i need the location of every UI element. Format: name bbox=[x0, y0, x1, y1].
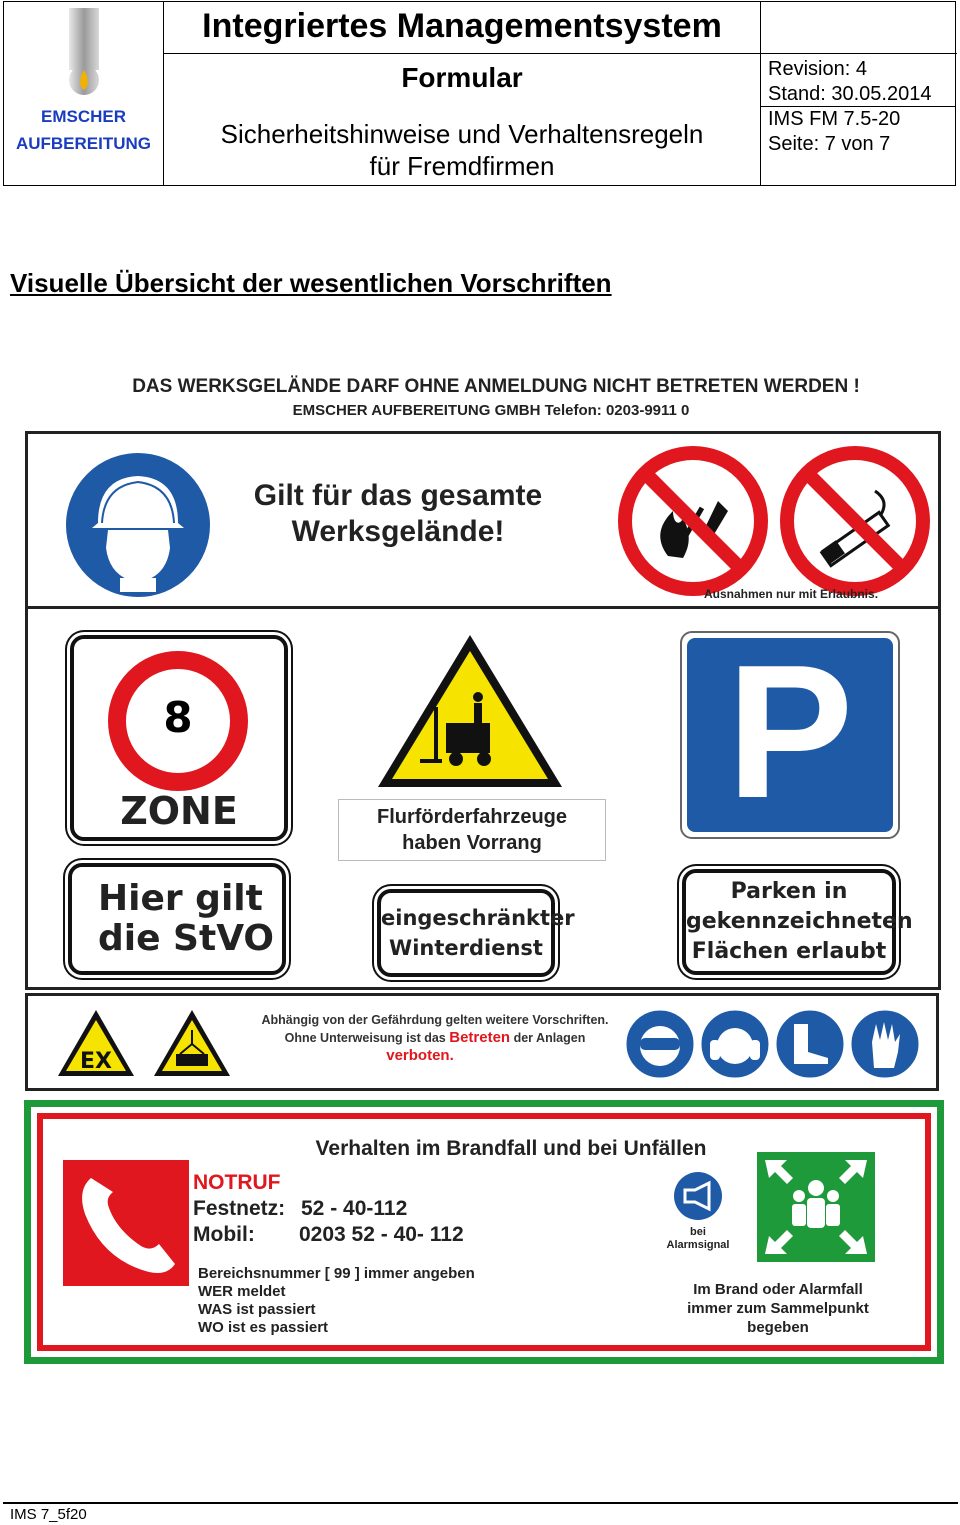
doc-title-line1: Sicherheitshinweise und Verhaltensregeln bbox=[220, 119, 704, 149]
page-number: Seite: 7 von 7 bbox=[768, 133, 891, 155]
hazard-line2-betreten: Betreten bbox=[449, 1029, 511, 1046]
alarm-signal-label bbox=[653, 1226, 743, 1252]
parking-rule-line2: gekennzeichneten bbox=[686, 909, 913, 934]
doc-code: IMS FM 7.5-20 bbox=[768, 108, 901, 130]
hazard-line3: verboten. bbox=[386, 1047, 454, 1064]
assembly-line2: immer zum Sammelpunkt bbox=[687, 1300, 869, 1317]
site-text-line2: Werksgelände! bbox=[291, 515, 505, 548]
system-title: Integriertes Managementsystem bbox=[202, 7, 722, 45]
alarm-line1: bei bbox=[690, 1226, 706, 1238]
doc-title-line2: für Fremdfirmen bbox=[369, 151, 555, 181]
logo-icon bbox=[64, 8, 104, 98]
site-panel bbox=[25, 431, 941, 609]
footer-code: IMS 7_5f20 bbox=[10, 1506, 87, 1523]
mobil-number: 0203 52 - 40- 112 bbox=[299, 1223, 464, 1246]
stvo-line1: Hier gilt bbox=[98, 878, 263, 919]
notice-line2: EMSCHER AUFBEREITUNG GMBH Telefon: 0203-9911 0 bbox=[292, 402, 690, 419]
festnetz-number: 52 - 40-112 bbox=[301, 1197, 408, 1220]
report-line2: WER meldet bbox=[198, 1283, 286, 1300]
hazard-text bbox=[250, 1012, 620, 1064]
speed-limit-ring bbox=[108, 651, 248, 791]
stvo-line2: die StVO bbox=[98, 918, 275, 959]
no-open-fire-sign bbox=[618, 446, 768, 596]
assembly-line1: Im Brand oder Alarmfall bbox=[693, 1281, 863, 1298]
ear-protection-icon bbox=[700, 1009, 770, 1079]
exception-note: Ausnahmen nur mit Erlaubnis. bbox=[704, 587, 879, 601]
assembly-point-icon bbox=[757, 1152, 875, 1262]
hazard-line2-part3: der Anlagen bbox=[510, 1031, 586, 1045]
winter-service-sign bbox=[377, 889, 575, 977]
stand-date: Stand: 30.05.2014 bbox=[768, 83, 932, 105]
speed-number: 8 bbox=[163, 693, 193, 742]
forklift-warning-icon bbox=[374, 631, 566, 791]
parking-letter: P bbox=[726, 626, 854, 838]
parking-rule-line3: Flächen erlaubt bbox=[691, 939, 887, 964]
revision: Revision: 4 bbox=[768, 58, 867, 80]
document-header bbox=[3, 1, 956, 186]
revision-cell bbox=[760, 2, 956, 185]
logo-cell bbox=[4, 2, 164, 185]
speed-zone-sign bbox=[70, 635, 288, 841]
no-smoking-sign bbox=[780, 446, 930, 596]
emergency-phone-icon bbox=[63, 1160, 189, 1286]
winter-text bbox=[381, 903, 575, 963]
stvo-sign bbox=[68, 863, 286, 975]
ex-warning-icon bbox=[56, 1008, 136, 1078]
alarm-line2: Alarmsignal bbox=[666, 1239, 730, 1251]
cigarette-icon bbox=[780, 446, 930, 596]
hazard-panel bbox=[25, 993, 939, 1091]
ex-label: EX bbox=[80, 1049, 112, 1074]
logo-line1: EMSCHER bbox=[40, 107, 126, 126]
forklift-line1: Flurförderfahrzeuge bbox=[376, 806, 568, 828]
zone-label: ZONE bbox=[120, 789, 238, 833]
logo-line2: AUFBEREITUNG bbox=[15, 134, 152, 153]
notruf-label: NOTRUF bbox=[193, 1171, 281, 1194]
winter-line2: Winterdienst bbox=[389, 936, 543, 960]
parking-rule-sign bbox=[682, 869, 913, 975]
notice-line1: DAS WERKSGELÄNDE DARF OHNE ANMELDUNG NICHT BETRETEN WERDEN ! bbox=[132, 376, 860, 397]
form-label: Formular bbox=[401, 62, 523, 93]
winter-line1: eingeschränkter bbox=[381, 906, 575, 930]
open-fire-icon bbox=[618, 446, 768, 596]
parking-rule-line1: Parken in bbox=[730, 879, 848, 904]
forklift-priority-label bbox=[338, 799, 606, 861]
mobil-label: Mobil: bbox=[193, 1223, 255, 1246]
section-title: Visuelle Übersicht der wesentlichen Vorschriften bbox=[10, 268, 612, 298]
suspended-load-warning-icon bbox=[152, 1008, 232, 1078]
forklift-line2: haben Vorrang bbox=[402, 832, 542, 854]
doc-title bbox=[164, 118, 760, 182]
eye-protection-icon bbox=[625, 1009, 695, 1079]
emergency-title: Verhalten im Brandfall und bei Unfällen bbox=[315, 1137, 707, 1160]
parking-sign bbox=[680, 626, 900, 839]
hazard-line2 bbox=[250, 1029, 620, 1047]
festnetz-label: Festnetz: bbox=[193, 1197, 286, 1220]
report-line3: WAS ist passiert bbox=[198, 1301, 316, 1318]
ppe-mandatory-icons bbox=[622, 1006, 922, 1082]
safety-boots-icon bbox=[775, 1009, 845, 1079]
site-text bbox=[228, 478, 568, 550]
assembly-instructions bbox=[663, 1280, 893, 1337]
site-text-line1: Gilt für das gesamte bbox=[253, 479, 543, 512]
parking-rule-text bbox=[686, 877, 913, 967]
safety-gloves-icon bbox=[850, 1009, 920, 1079]
hardhat-mandatory-icon bbox=[58, 448, 218, 602]
report-line1: Bereichsnummer [ 99 ] immer angeben bbox=[198, 1265, 475, 1282]
hazard-line2-part1: Ohne Unterweisung ist das bbox=[284, 1031, 450, 1045]
report-instructions bbox=[198, 1265, 475, 1337]
emergency-panel bbox=[24, 1100, 944, 1364]
emergency-panel-inner bbox=[37, 1113, 931, 1351]
traffic-panel bbox=[25, 606, 941, 990]
footer-rule bbox=[3, 1502, 958, 1504]
alarm-horn-icon bbox=[673, 1171, 723, 1221]
report-line4: WO ist es passiert bbox=[198, 1319, 329, 1336]
stvo-text bbox=[98, 879, 274, 959]
assembly-line3: begeben bbox=[747, 1319, 809, 1336]
header-divider-2 bbox=[760, 106, 955, 107]
parking-sign-face bbox=[687, 626, 893, 838]
hazard-line1: Abhängig von der Gefährdung gelten weitere Vorschriften. bbox=[261, 1013, 609, 1027]
